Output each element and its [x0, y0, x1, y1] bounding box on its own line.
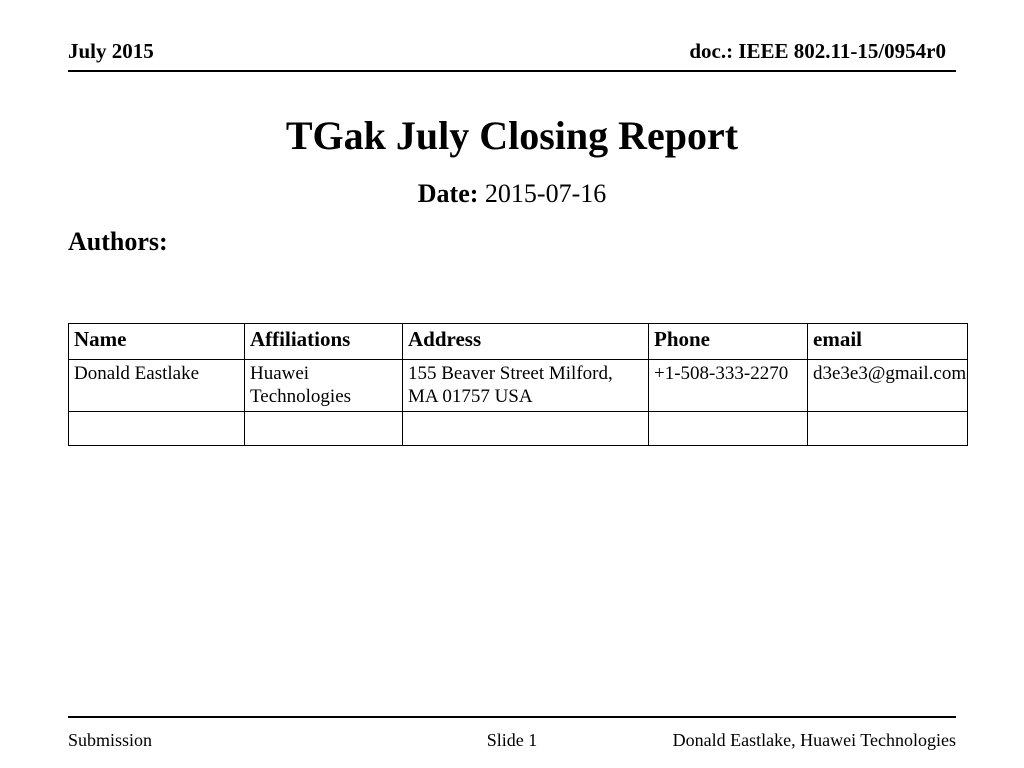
cell-email: [808, 412, 968, 446]
cell-name: [69, 412, 245, 446]
cell-address: [403, 412, 649, 446]
header-doc-id: doc.: IEEE 802.11-15/0954r0: [689, 39, 946, 63]
cell-address: 155 Beaver Street Milford, MA 01757 USA: [403, 360, 649, 412]
page-title: TGak July Closing Report: [285, 113, 739, 158]
presentation-date: [68, 178, 956, 210]
cell-affiliations: Huawei Technologies: [245, 360, 403, 412]
authors-table: [68, 323, 968, 446]
footer-author: Donald Eastlake, Huawei Technologies: [672, 730, 956, 750]
table-row: [69, 412, 968, 446]
cell-email: d3e3e3@gmail.com: [808, 360, 968, 412]
slide-footer: [68, 716, 956, 756]
column-header-email: email: [808, 324, 968, 360]
date-label: Date:: [417, 179, 479, 208]
header-date: July 2015: [68, 39, 154, 63]
cell-phone: [649, 412, 808, 446]
authors-heading: Authors:: [68, 227, 168, 256]
slide-header: [68, 38, 956, 72]
column-header-phone: Phone: [649, 324, 808, 360]
table-header-row: [69, 324, 968, 360]
footer-slide-number: Slide 1: [486, 730, 538, 750]
table-row: [69, 360, 968, 412]
date-value: 2015-07-16: [484, 179, 607, 208]
column-header-name: Name: [69, 324, 245, 360]
cell-phone: +1-508-333-2270: [649, 360, 808, 412]
cell-affiliations: [245, 412, 403, 446]
footer-submission: Submission: [68, 730, 153, 750]
column-header-affiliations: Affiliations: [245, 324, 403, 360]
column-header-address: Address: [403, 324, 649, 360]
cell-name: Donald Eastlake: [69, 360, 245, 412]
